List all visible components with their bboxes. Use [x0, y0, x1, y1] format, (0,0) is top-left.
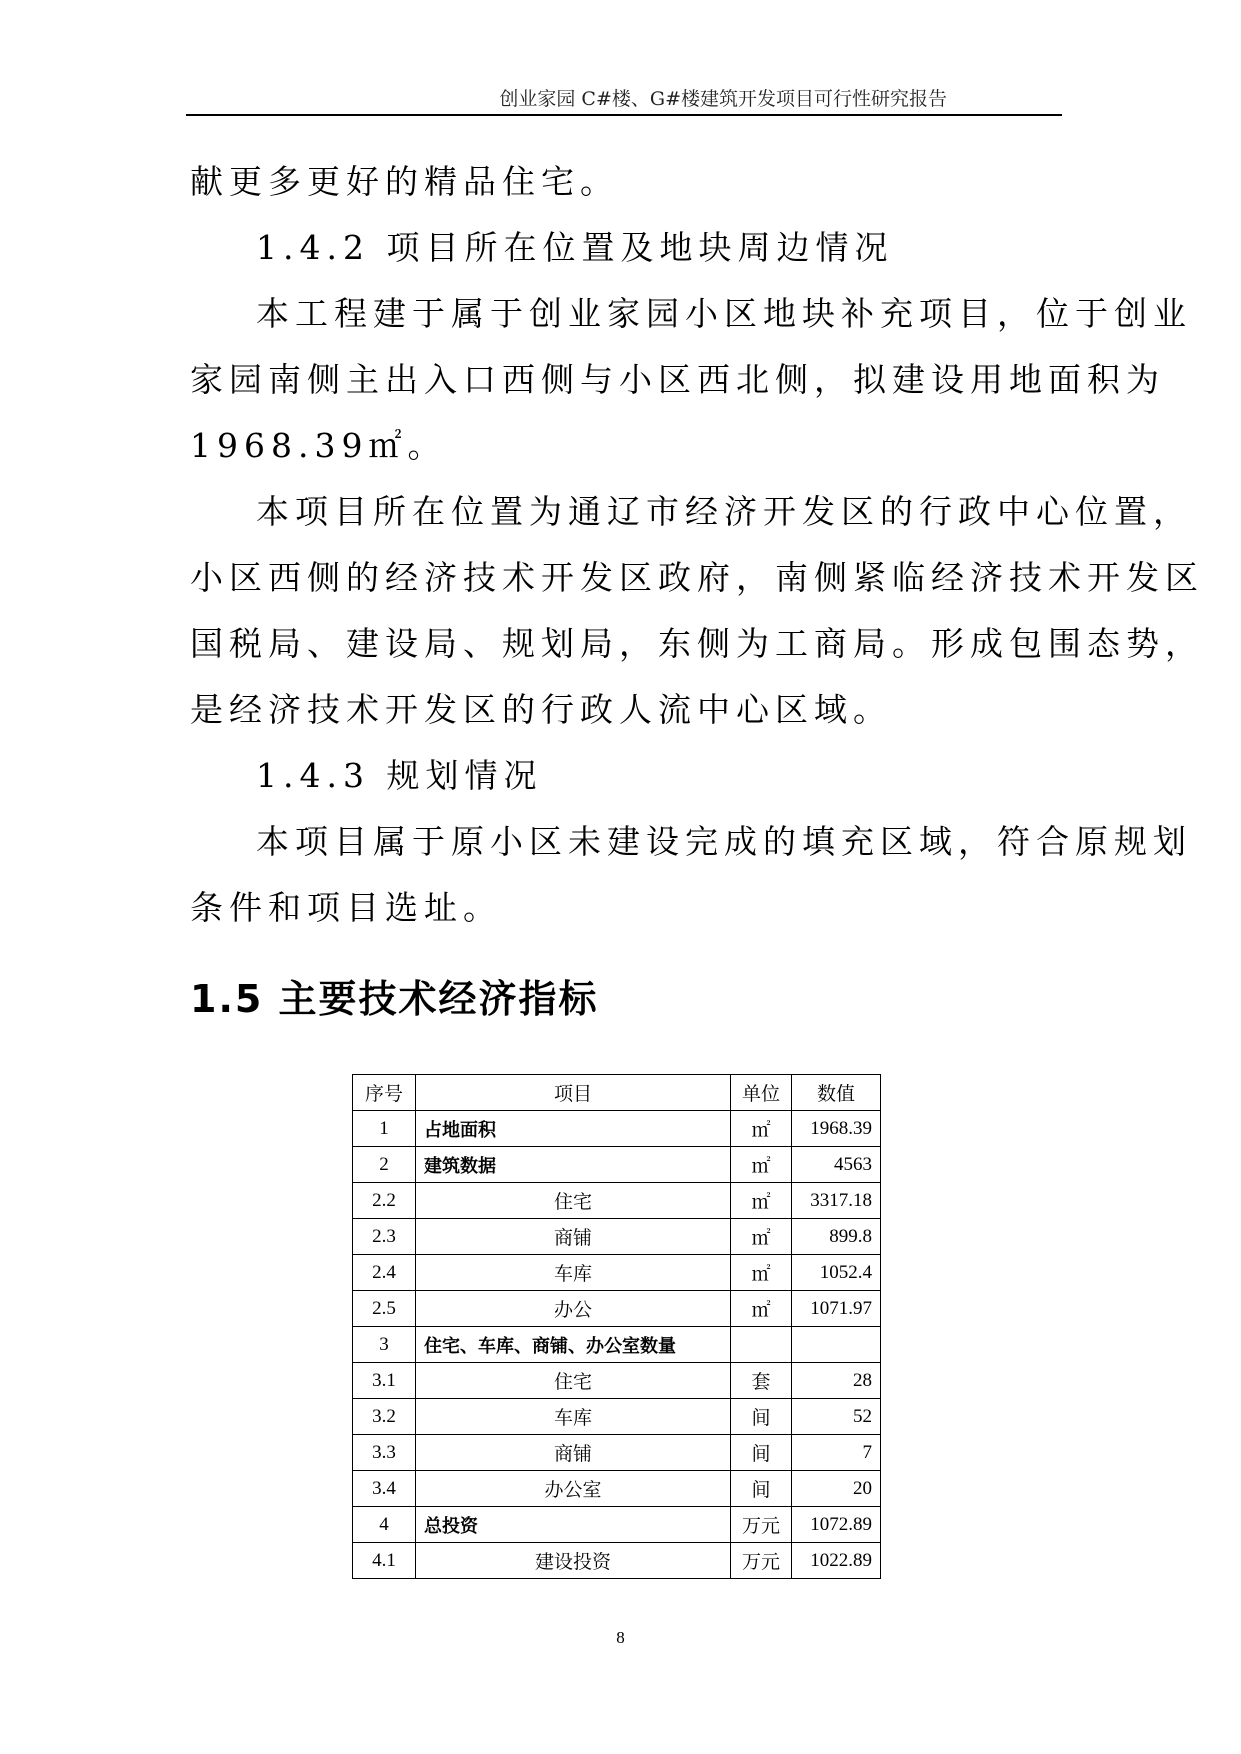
cell-item: 住宅: [416, 1363, 731, 1399]
cell-item: 车库: [416, 1255, 731, 1291]
cell-value: 1072.89: [792, 1507, 881, 1543]
table-row: [353, 1543, 881, 1579]
header-title: 创业家园 C#楼、G#楼建筑开发项目可行性研究报告: [499, 88, 947, 110]
cell-item: 办公: [416, 1291, 731, 1327]
cell-no: 3.4: [353, 1471, 416, 1507]
paragraph-line: 小区西侧的经济技术开发区政府，南侧紧临经济技术开发区: [190, 558, 1204, 597]
cell-unit: ㎡: [731, 1183, 792, 1219]
metrics-table: [352, 1074, 881, 1579]
cell-item: 占地面积: [416, 1111, 731, 1147]
cell-item: 总投资: [416, 1507, 731, 1543]
table-row: [353, 1147, 881, 1183]
cell-unit: ㎡: [731, 1219, 792, 1255]
cell-unit: 间: [731, 1399, 792, 1435]
cell-value: 1022.89: [792, 1543, 881, 1579]
cell-unit: 万元: [731, 1543, 792, 1579]
cell-unit: ㎡: [731, 1147, 792, 1183]
header-item: 项目: [416, 1075, 731, 1111]
table-row: [353, 1111, 881, 1147]
cell-value: 1968.39: [792, 1111, 881, 1147]
table-row: [353, 1435, 881, 1471]
cell-unit: ㎡: [731, 1111, 792, 1147]
cell-value: 28: [792, 1363, 881, 1399]
cell-unit: 万元: [731, 1507, 792, 1543]
cell-no: 3.3: [353, 1435, 416, 1471]
cell-value: 1052.4: [792, 1255, 881, 1291]
cell-value: 52: [792, 1399, 881, 1435]
header-value: 数值: [792, 1075, 881, 1111]
table-row: [353, 1291, 881, 1327]
cell-unit: 间: [731, 1435, 792, 1471]
paragraph-line: 本工程建于属于创业家园小区地块补充项目，位于创业: [256, 294, 1192, 333]
paragraph-line: 家园南侧主出入口西侧与小区西北侧，拟建设用地面积为: [190, 360, 1165, 399]
cell-no: 2.3: [353, 1219, 416, 1255]
paragraph-line: 本项目所在位置为通辽市经济开发区的行政中心位置，: [256, 492, 1192, 531]
cell-no: 3: [353, 1327, 416, 1363]
table-row: [353, 1399, 881, 1435]
cell-item: 商铺: [416, 1219, 731, 1255]
cell-item: 商铺: [416, 1435, 731, 1471]
paragraph-line: 1968.39㎡。: [190, 426, 447, 465]
cell-unit: ㎡: [731, 1291, 792, 1327]
cell-unit: 套: [731, 1363, 792, 1399]
cell-value: 7: [792, 1435, 881, 1471]
cell-unit: ㎡: [731, 1255, 792, 1291]
cell-value: 899.8: [792, 1219, 881, 1255]
cell-item: 建筑数据: [416, 1147, 731, 1183]
cell-value: [792, 1327, 881, 1363]
table-row: [353, 1219, 881, 1255]
cell-no: 2.2: [353, 1183, 416, 1219]
section-title: 1.5 主要技术经济指标: [190, 977, 599, 1021]
table-row: [353, 1183, 881, 1219]
paragraph-line: 是经济技术开发区的行政人流中心区域。: [190, 690, 892, 729]
cell-value: 1071.97: [792, 1291, 881, 1327]
table-row: [353, 1255, 881, 1291]
cell-no: 4: [353, 1507, 416, 1543]
cell-item: 办公室: [416, 1471, 731, 1507]
paragraph-line: 国税局、建设局、规划局，东侧为工商局。形成包围态势，: [190, 624, 1204, 663]
subsection-heading-1-4-2: 1.4.2 项目所在位置及地块周边情况: [256, 228, 894, 267]
table-row: [353, 1471, 881, 1507]
paragraph-line: 献更多更好的精品住宅。: [190, 162, 619, 201]
cell-no: 2.4: [353, 1255, 416, 1291]
table-header-row: [353, 1075, 881, 1111]
table-row: [353, 1327, 881, 1363]
subsection-heading-1-4-3: 1.4.3 规划情况: [256, 756, 543, 795]
cell-no: 2: [353, 1147, 416, 1183]
cell-item: 车库: [416, 1399, 731, 1435]
header-rule: [186, 114, 1062, 116]
paragraph-line: 本项目属于原小区未建设完成的填充区域，符合原规划: [256, 822, 1192, 861]
cell-value: 20: [792, 1471, 881, 1507]
cell-no: 3.1: [353, 1363, 416, 1399]
cell-value: 4563: [792, 1147, 881, 1183]
header-no: 序号: [353, 1075, 416, 1111]
table-row: [353, 1507, 881, 1543]
paragraph-line: 条件和项目选址。: [190, 888, 502, 927]
cell-item: 建设投资: [416, 1543, 731, 1579]
cell-unit: 间: [731, 1471, 792, 1507]
cell-no: 3.2: [353, 1399, 416, 1435]
cell-no: 4.1: [353, 1543, 416, 1579]
header-unit: 单位: [731, 1075, 792, 1111]
page-number: 8: [616, 1628, 625, 1647]
cell-item: 住宅: [416, 1183, 731, 1219]
cell-unit: [731, 1327, 792, 1363]
cell-no: 2.5: [353, 1291, 416, 1327]
cell-no: 1: [353, 1111, 416, 1147]
cell-value: 3317.18: [792, 1183, 881, 1219]
cell-item: 住宅、车库、商铺、办公室数量: [416, 1327, 731, 1363]
table-row: [353, 1363, 881, 1399]
